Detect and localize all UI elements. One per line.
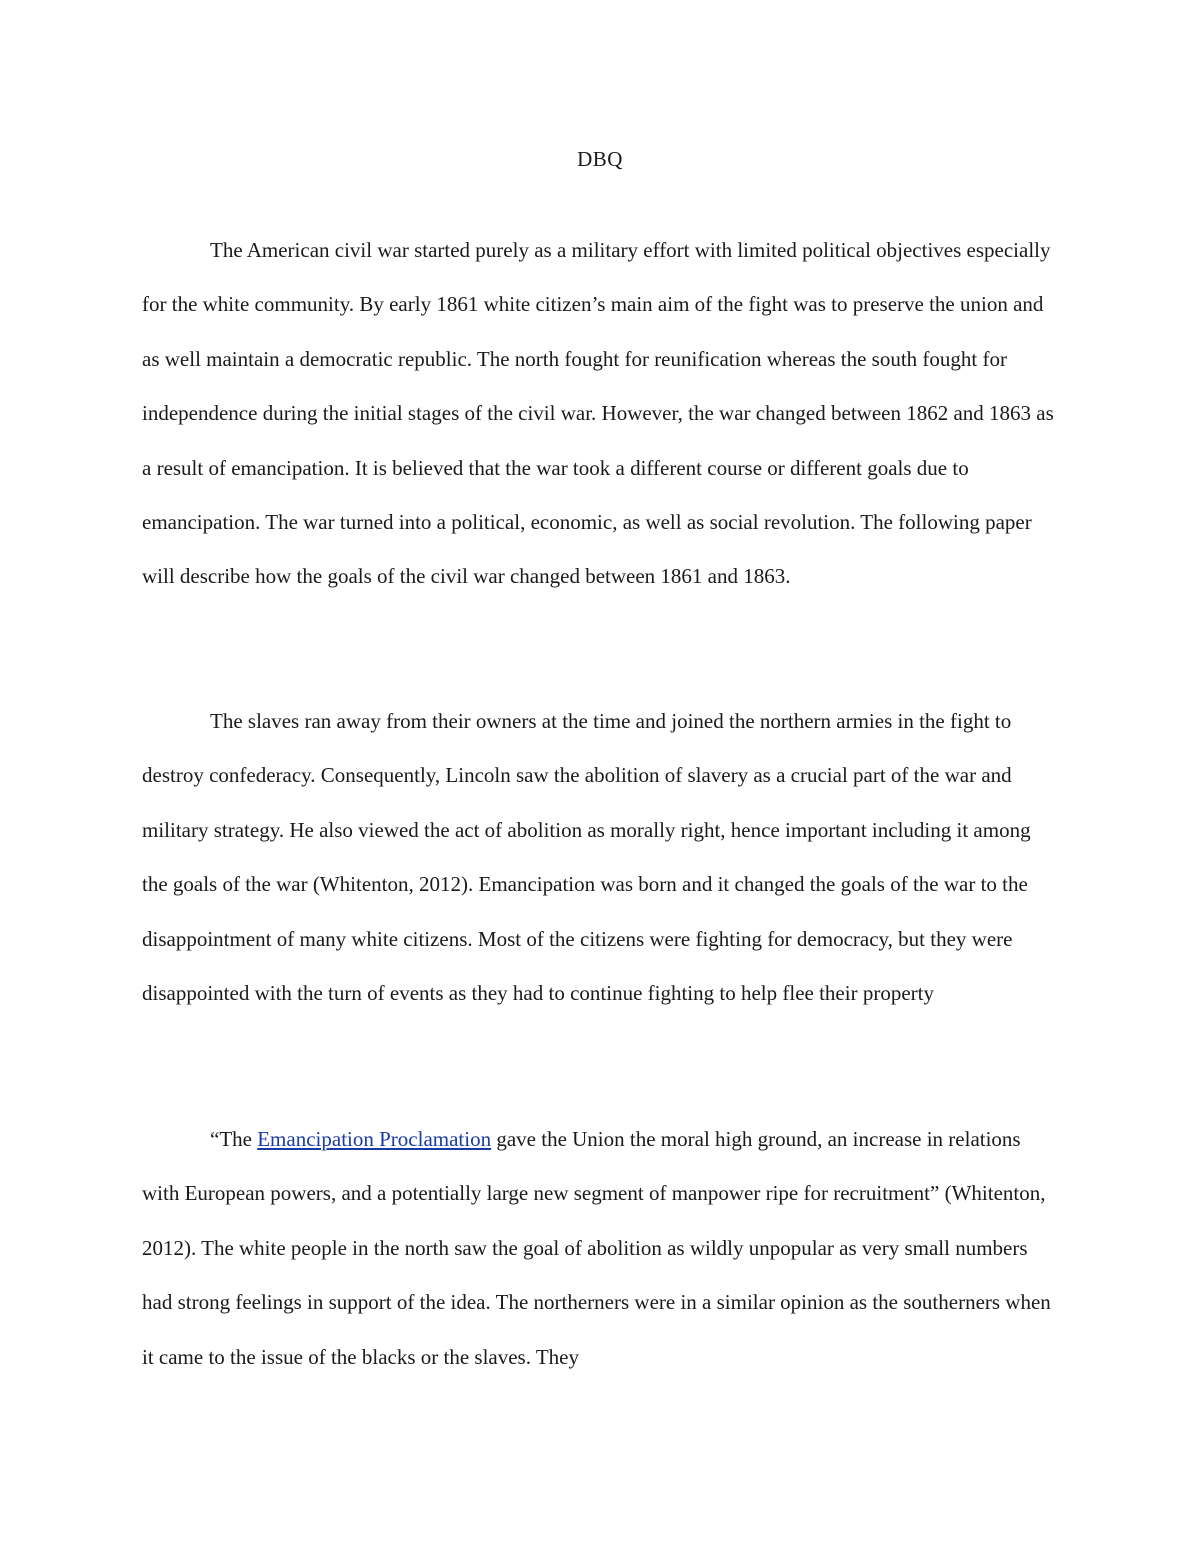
quote-lead: “The	[210, 1127, 258, 1151]
page-title: DBQ	[577, 147, 623, 171]
paragraph-intro: The American civil war started purely as a military effort with limited political objectives especially for the white community. By early 1861 white citizen’s main aim of the fight was to preserve the union and as well maintain a democratic republic. The north fought for reunification whereas the south fought for independence during the initial stages of the civil war. However, the war changed between 1862 and 1863 as a result of emancipation. It is believed that the war took a different course or different goals due to emancipation. The war turned into a political, economic, as well as social revolution. The following paper will describe how the goals of the civil war changed between 1861 and 1863.	[142, 238, 1054, 589]
paragraph-proclamation-rest: gave the Union the moral high ground, an increase in relations with European powers, and a potentially large new segment of manpower ripe for recruitment” (Whitenton, 2012). The white people in the north saw the goal of abolition as wildly unpopular as very small numbers had strong feelings in support of the idea. The northerners were in a similar opinion as the southerners when it came to the issue of the blacks or the slaves. They	[142, 1127, 1051, 1369]
paragraph-slaves: The slaves ran away from their owners at the time and joined the northern armies in the fight to destroy confederacy. Consequently, Lincoln saw the abolition of slavery as a crucial part of the war and military strategy. He also viewed the act of abolition as morally right, hence important including it among the goals of the war (Whitenton, 2012). Emancipation was born and it changed the goals of the war to the disappointment of many white citizens. Most of the citizens were fighting for democracy, but they were disappointed with the turn of events as they had to continue fighting to help flee their property	[142, 709, 1031, 1006]
emancipation-proclamation-link[interactable]: Emancipation Proclamation	[257, 1127, 492, 1151]
paragraph-proclamation	[142, 1112, 1060, 1384]
